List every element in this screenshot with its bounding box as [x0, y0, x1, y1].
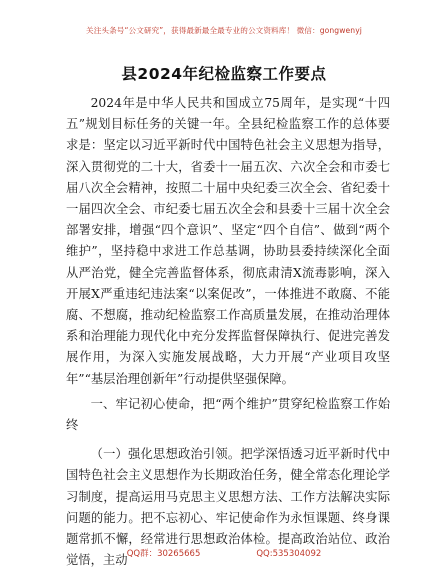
footer-qq-number: QQ:535304092 [256, 549, 322, 559]
intro-paragraph: 2024年是中华人民共和国成立75周年，是实现“十四五”规划目标任务的关键一年。全县纪检监察工作的总体要求是：坚定以习近平新时代中国特色社会主义思想为指导，深入贯彻党的二十大，省委十一届五次、六次全会和市委七届八次全会精神，按照二十届中央纪委三次全会、省纪委十一届四次全会、市纪委七届五次全会和县委十三届十次全会部署安排，增强“四个意识”、坚定“四个自信”、做到“两个维护”，坚持稳中求进工作总基调，协助县委持续深化全面从严治党，健全完善监督体系，彻底肃清X流毒影响，深入开展X严重违纪违法案“以案促改”，一体推进不敢腐、不能腐、不想腐，推动纪检监察工作高质量发展，在推动治理体系和治理能力现代化中充分发挥监督保障执行、促进完善发展作用，为深入实施发展战略，大力开展“产业项目攻坚年”“基层治理创新年”行动提供坚强保障。 [66, 96, 390, 386]
header-banner: 关注头条号“公文研究”，获得最新最全最专业的公文资料库！ 微信：gongwenyj [86, 26, 362, 35]
subsection-paragraph-1: （一）强化思想政治引领。把学深悟透习近平新时代中国特色社会主义思想作为长期政治任务，健全常态化理论学习制度，提高运用马克思主义思想方法、工作方法解决实际问题的能力。把不忘初心、牢记使命作为永恒课题、终身课题常抓不懈，经常进行思想政治体检。提高政治站位、政治觉悟，主动 [66, 447, 390, 568]
footer-contact [0, 547, 448, 559]
section-heading-1: 一、牢记初心使命，把“两个维护”贯穿纪检监察工作始终 [66, 396, 390, 433]
document-title: 县2024年纪检监察工作要点 [121, 65, 327, 83]
footer-qq-group: QQ群：30265665 [126, 549, 201, 559]
document-body [66, 93, 390, 575]
